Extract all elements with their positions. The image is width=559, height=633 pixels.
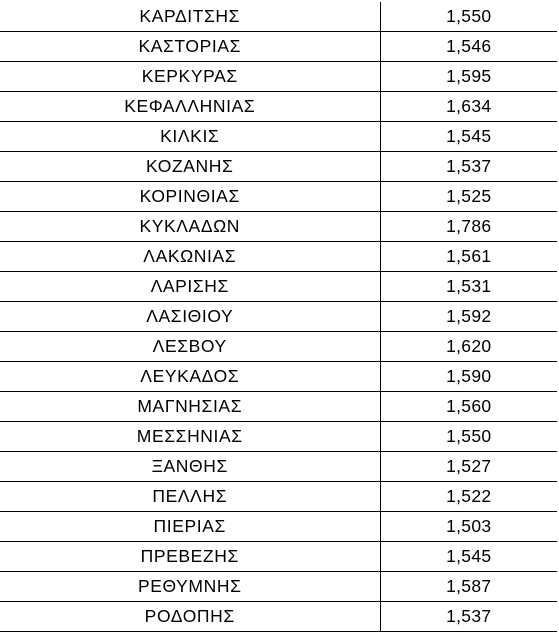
table-row <box>0 332 557 362</box>
table-row <box>0 482 557 512</box>
prefecture-name-cell[interactable]: ΛΑΚΩΝΙΑΣ <box>0 242 380 272</box>
table-body <box>0 2 557 632</box>
table-row <box>0 2 557 32</box>
value-cell[interactable]: 1,522 <box>380 482 557 512</box>
prefecture-name-cell[interactable]: ΠΙΕΡΙΑΣ <box>0 512 380 542</box>
table-row <box>0 32 557 62</box>
prefecture-name-cell[interactable]: ΚΑΡΔΙΤΣΗΣ <box>0 2 380 32</box>
table-row <box>0 572 557 602</box>
value-cell[interactable]: 1,531 <box>380 272 557 302</box>
prefecture-name-cell[interactable]: ΛΑΣΙΘΙΟΥ <box>0 302 380 332</box>
table-row <box>0 602 557 632</box>
value-cell[interactable]: 1,546 <box>380 32 557 62</box>
value-cell[interactable]: 1,592 <box>380 302 557 332</box>
table-row <box>0 242 557 272</box>
value-cell[interactable]: 1,595 <box>380 62 557 92</box>
table-row <box>0 182 557 212</box>
value-cell[interactable]: 1,634 <box>380 92 557 122</box>
prefecture-name-cell[interactable]: ΡΕΘΥΜΝΗΣ <box>0 572 380 602</box>
value-cell[interactable]: 1,537 <box>380 602 557 632</box>
value-cell[interactable]: 1,560 <box>380 392 557 422</box>
value-cell[interactable]: 1,786 <box>380 212 557 242</box>
prefecture-name-cell[interactable]: ΜΑΓΝΗΣΙΑΣ <box>0 392 380 422</box>
prefecture-name-cell[interactable]: ΛΕΣΒΟΥ <box>0 332 380 362</box>
prefecture-name-cell[interactable]: ΠΕΛΛΗΣ <box>0 482 380 512</box>
table-row <box>0 92 557 122</box>
table-row <box>0 392 557 422</box>
prefecture-name-cell[interactable]: ΛΕΥΚΑΔΟΣ <box>0 362 380 392</box>
value-cell[interactable]: 1,620 <box>380 332 557 362</box>
value-cell[interactable]: 1,545 <box>380 122 557 152</box>
table-row <box>0 272 557 302</box>
prefecture-name-cell[interactable]: ΡΟΔΟΠΗΣ <box>0 602 380 632</box>
prefecture-name-cell[interactable]: ΠΡΕΒΕΖΗΣ <box>0 542 380 572</box>
table-row <box>0 62 557 92</box>
table-row <box>0 512 557 542</box>
prefecture-name-cell[interactable]: ΚΕΦΑΛΛΗΝΙΑΣ <box>0 92 380 122</box>
table-row <box>0 422 557 452</box>
value-cell[interactable]: 1,561 <box>380 242 557 272</box>
prefecture-name-cell[interactable]: ΚΟΡΙΝΘΙΑΣ <box>0 182 380 212</box>
prefecture-name-cell[interactable]: ΚΥΚΛΑΔΩΝ <box>0 212 380 242</box>
prefecture-name-cell[interactable]: ΚΟΖΑΝΗΣ <box>0 152 380 182</box>
prefecture-name-cell[interactable]: ΛΑΡΙΣΗΣ <box>0 272 380 302</box>
table-row <box>0 212 557 242</box>
value-cell[interactable]: 1,503 <box>380 512 557 542</box>
value-cell[interactable]: 1,525 <box>380 182 557 212</box>
prefecture-name-cell[interactable]: ΚΕΡΚΥΡΑΣ <box>0 62 380 92</box>
value-cell[interactable]: 1,527 <box>380 452 557 482</box>
table-row <box>0 452 557 482</box>
prefecture-name-cell[interactable]: ΞΑΝΘΗΣ <box>0 452 380 482</box>
table-row <box>0 542 557 572</box>
table-row <box>0 302 557 332</box>
table-row <box>0 362 557 392</box>
value-cell[interactable]: 1,537 <box>380 152 557 182</box>
value-cell[interactable]: 1,550 <box>380 2 557 32</box>
prefecture-name-cell[interactable]: ΚΑΣΤΟΡΙΑΣ <box>0 32 380 62</box>
prefecture-value-table <box>0 2 557 632</box>
prefecture-name-cell[interactable]: ΚΙΛΚΙΣ <box>0 122 380 152</box>
value-cell[interactable]: 1,550 <box>380 422 557 452</box>
value-cell[interactable]: 1,545 <box>380 542 557 572</box>
value-cell[interactable]: 1,590 <box>380 362 557 392</box>
table-row <box>0 122 557 152</box>
value-cell[interactable]: 1,587 <box>380 572 557 602</box>
prefecture-name-cell[interactable]: ΜΕΣΣΗΝΙΑΣ <box>0 422 380 452</box>
table-row <box>0 152 557 182</box>
